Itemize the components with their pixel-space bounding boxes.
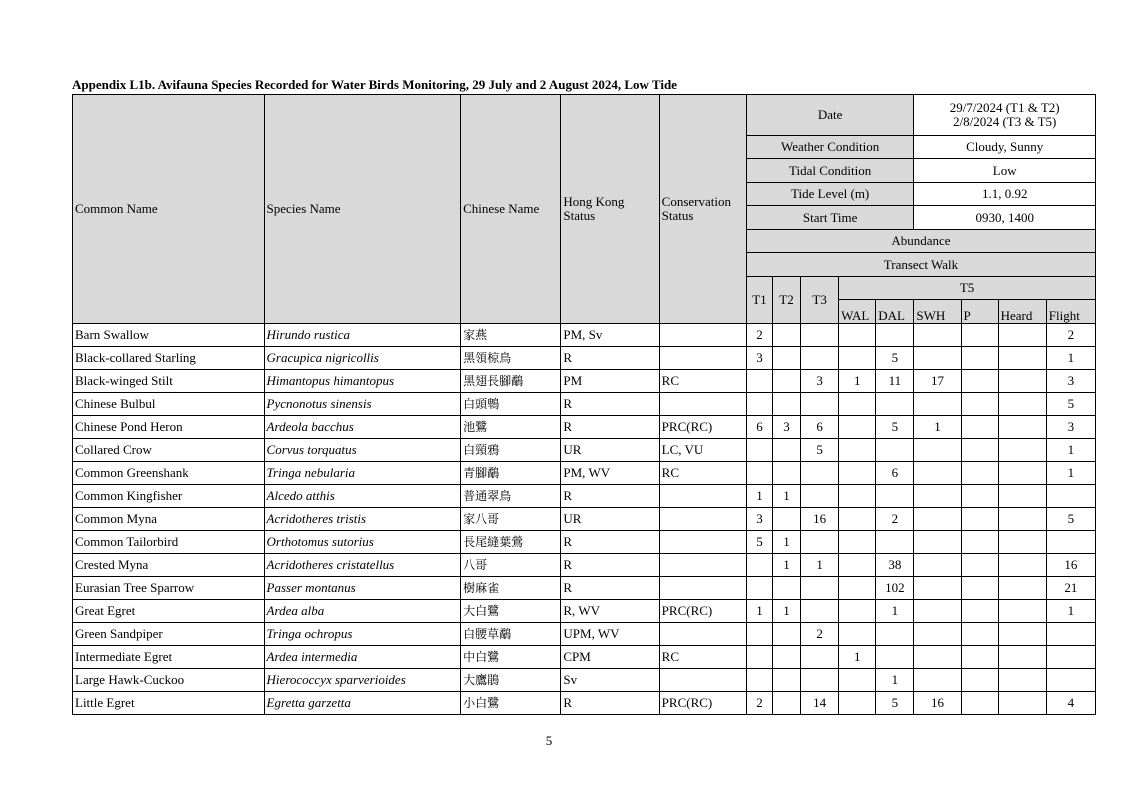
wal-count-cell [839, 393, 876, 416]
swh-count-cell [914, 462, 961, 485]
species-name-cell: Hierococcyx sparverioides [264, 669, 461, 692]
swh-count-cell [914, 531, 961, 554]
t2-count-cell: 1 [772, 485, 800, 508]
wal-count-cell [839, 347, 876, 370]
swh-count-cell [914, 669, 961, 692]
wal-count-cell [839, 324, 876, 347]
wal-count-cell [839, 462, 876, 485]
common-name-cell: Crested Myna [73, 554, 265, 577]
dal-count-cell: 5 [876, 347, 914, 370]
hk-status-cell: CPM [561, 646, 659, 669]
transect-walk-header: Transect Walk [746, 253, 1095, 277]
flight-count-cell [1046, 646, 1095, 669]
t2-count-cell [772, 370, 800, 393]
table-row [73, 623, 1096, 646]
header-heard: Heard [998, 300, 1046, 324]
chinese-name-cell: 池鷺 [461, 416, 561, 439]
species-name-cell: Acridotheres tristis [264, 508, 461, 531]
wal-count-cell: 1 [839, 370, 876, 393]
t2-count-cell: 1 [772, 554, 800, 577]
hk-status-cell: UR [561, 439, 659, 462]
t1-count-cell [746, 669, 772, 692]
t1-count-cell [746, 370, 772, 393]
chinese-name-cell: 白腰草鷸 [461, 623, 561, 646]
t2-count-cell [772, 462, 800, 485]
chinese-name-cell: 大鷹鵑 [461, 669, 561, 692]
dal-count-cell [876, 531, 914, 554]
weather-value: Cloudy, Sunny [914, 136, 1096, 159]
wal-count-cell [839, 485, 876, 508]
common-name-cell: Large Hawk-Cuckoo [73, 669, 265, 692]
chinese-name-cell: 家八哥 [461, 508, 561, 531]
t3-count-cell [801, 531, 839, 554]
conservation-status-cell [659, 554, 746, 577]
swh-count-cell: 1 [914, 416, 961, 439]
header-t2: T2 [772, 277, 800, 324]
p-count-cell [961, 485, 998, 508]
flight-count-cell: 5 [1046, 393, 1095, 416]
common-name-cell: Common Greenshank [73, 462, 265, 485]
hk-status-cell: R [561, 577, 659, 600]
p-count-cell [961, 531, 998, 554]
swh-count-cell [914, 439, 961, 462]
chinese-name-cell: 長尾縫葉鶯 [461, 531, 561, 554]
dal-count-cell: 1 [876, 669, 914, 692]
abundance-header: Abundance [746, 230, 1095, 253]
table-row [73, 439, 1096, 462]
t3-count-cell [801, 347, 839, 370]
t2-count-cell: 1 [772, 600, 800, 623]
dal-count-cell: 2 [876, 508, 914, 531]
conservation-status-cell: PRC(RC) [659, 692, 746, 715]
dal-count-cell: 5 [876, 692, 914, 715]
p-count-cell [961, 577, 998, 600]
dal-count-cell: 102 [876, 577, 914, 600]
t2-count-cell [772, 439, 800, 462]
hk-status-cell: R [561, 485, 659, 508]
hk-status-cell: UR [561, 508, 659, 531]
page-number: 5 [545, 733, 553, 748]
chinese-name-cell: 小白鷺 [461, 692, 561, 715]
table-row [73, 554, 1096, 577]
hk-status-cell: R, WV [561, 600, 659, 623]
flight-count-cell: 16 [1046, 554, 1095, 577]
heard-count-cell [998, 416, 1046, 439]
species-name-cell: Ardeola bacchus [264, 416, 461, 439]
dal-count-cell: 5 [876, 416, 914, 439]
table-row [73, 508, 1096, 531]
conservation-status-cell [659, 531, 746, 554]
date-value [914, 95, 1096, 136]
p-count-cell [961, 347, 998, 370]
table-row [73, 324, 1096, 347]
heard-count-cell [998, 531, 1046, 554]
conservation-status-cell [659, 623, 746, 646]
t1-count-cell: 3 [746, 508, 772, 531]
conservation-status-cell: LC, VU [659, 439, 746, 462]
heard-count-cell [998, 485, 1046, 508]
wal-count-cell [839, 623, 876, 646]
common-name-cell: Little Egret [73, 692, 265, 715]
table-row [73, 347, 1096, 370]
start-time-label: Start Time [746, 206, 913, 230]
chinese-name-cell: 黑翅長腳鷸 [461, 370, 561, 393]
flight-count-cell: 3 [1046, 416, 1095, 439]
conservation-status-cell: PRC(RC) [659, 600, 746, 623]
swh-count-cell [914, 508, 961, 531]
dal-count-cell: 1 [876, 600, 914, 623]
header-p: P [961, 300, 998, 324]
t1-count-cell: 5 [746, 531, 772, 554]
common-name-cell: Chinese Pond Heron [73, 416, 265, 439]
t2-count-cell: 3 [772, 416, 800, 439]
weather-label: Weather Condition [746, 136, 913, 159]
t3-count-cell [801, 669, 839, 692]
swh-count-cell: 17 [914, 370, 961, 393]
conservation-status-cell [659, 669, 746, 692]
t2-count-cell [772, 669, 800, 692]
conservation-status-cell: RC [659, 370, 746, 393]
swh-count-cell: 16 [914, 692, 961, 715]
common-name-cell: Common Tailorbird [73, 531, 265, 554]
chinese-name-cell: 樹麻雀 [461, 577, 561, 600]
t1-count-cell: 2 [746, 692, 772, 715]
p-count-cell [961, 600, 998, 623]
wal-count-cell: 1 [839, 646, 876, 669]
dal-count-cell: 6 [876, 462, 914, 485]
chinese-name-cell: 黑領椋鳥 [461, 347, 561, 370]
species-name-cell: Acridotheres cristatellus [264, 554, 461, 577]
heard-count-cell [998, 347, 1046, 370]
header-hk-status: Hong Kong Status [561, 95, 659, 324]
flight-count-cell [1046, 485, 1095, 508]
t1-count-cell: 6 [746, 416, 772, 439]
flight-count-cell: 1 [1046, 347, 1095, 370]
wal-count-cell [839, 577, 876, 600]
common-name-cell: Black-winged Stilt [73, 370, 265, 393]
tide-level-value: 1.1, 0.92 [914, 183, 1096, 206]
header-chinese-name: Chinese Name [461, 95, 561, 324]
t2-count-cell [772, 508, 800, 531]
table-row [73, 669, 1096, 692]
t2-count-cell [772, 623, 800, 646]
species-name-cell: Egretta garzetta [264, 692, 461, 715]
p-count-cell [961, 370, 998, 393]
heard-count-cell [998, 324, 1046, 347]
flight-count-cell: 2 [1046, 324, 1095, 347]
conservation-status-cell [659, 347, 746, 370]
conservation-status-cell [659, 508, 746, 531]
table-row [73, 646, 1096, 669]
wal-count-cell [839, 531, 876, 554]
t1-count-cell [746, 462, 772, 485]
table-row [73, 462, 1096, 485]
dal-count-cell [876, 623, 914, 646]
t3-count-cell [801, 462, 839, 485]
swh-count-cell [914, 324, 961, 347]
swh-count-cell [914, 577, 961, 600]
header-flight: Flight [1046, 300, 1095, 324]
species-name-cell: Alcedo atthis [264, 485, 461, 508]
chinese-name-cell: 白頸鴉 [461, 439, 561, 462]
swh-count-cell [914, 485, 961, 508]
species-name-cell: Hirundo rustica [264, 324, 461, 347]
t3-count-cell [801, 646, 839, 669]
hk-status-cell: PM, WV [561, 462, 659, 485]
chinese-name-cell: 大白鷺 [461, 600, 561, 623]
table-row [73, 393, 1096, 416]
common-name-cell: Eurasian Tree Sparrow [73, 577, 265, 600]
t2-count-cell [772, 347, 800, 370]
header-dal: DAL [876, 300, 914, 324]
t2-count-cell [772, 646, 800, 669]
hk-status-cell: R [561, 393, 659, 416]
t3-count-cell: 5 [801, 439, 839, 462]
header-t1: T1 [746, 277, 772, 324]
t1-count-cell [746, 554, 772, 577]
table-row [73, 600, 1096, 623]
hk-status-cell: PM, Sv [561, 324, 659, 347]
p-count-cell [961, 393, 998, 416]
dal-count-cell [876, 485, 914, 508]
t2-count-cell [772, 692, 800, 715]
heard-count-cell [998, 669, 1046, 692]
heard-count-cell [998, 462, 1046, 485]
hk-status-cell: R [561, 531, 659, 554]
species-name-cell: Ardea intermedia [264, 646, 461, 669]
common-name-cell: Great Egret [73, 600, 265, 623]
t3-count-cell: 3 [801, 370, 839, 393]
page-title: Appendix L1b. Avifauna Species Recorded for Water Birds Monitoring, 29 July and 2 August 2024, Low Tide [72, 77, 677, 92]
table-row [73, 485, 1096, 508]
t3-count-cell [801, 393, 839, 416]
table-row [73, 416, 1096, 439]
species-name-cell: Himantopus himantopus [264, 370, 461, 393]
dal-count-cell: 11 [876, 370, 914, 393]
chinese-name-cell: 青腳鷸 [461, 462, 561, 485]
heard-count-cell [998, 600, 1046, 623]
heard-count-cell [998, 554, 1046, 577]
swh-count-cell [914, 347, 961, 370]
heard-count-cell [998, 623, 1046, 646]
heard-count-cell [998, 646, 1046, 669]
common-name-cell: Barn Swallow [73, 324, 265, 347]
dal-count-cell [876, 646, 914, 669]
t2-count-cell [772, 577, 800, 600]
p-count-cell [961, 692, 998, 715]
common-name-cell: Common Myna [73, 508, 265, 531]
chinese-name-cell: 家燕 [461, 324, 561, 347]
flight-count-cell: 3 [1046, 370, 1095, 393]
swh-count-cell [914, 393, 961, 416]
wal-count-cell [839, 554, 876, 577]
t1-count-cell: 1 [746, 485, 772, 508]
common-name-cell: Collared Crow [73, 439, 265, 462]
conservation-status-cell: RC [659, 646, 746, 669]
t3-count-cell: 2 [801, 623, 839, 646]
conservation-status-cell [659, 324, 746, 347]
flight-count-cell: 21 [1046, 577, 1095, 600]
t3-count-cell [801, 577, 839, 600]
date-value-line-2: 2/8/2024 (T3 & T5) [953, 114, 1057, 129]
chinese-name-cell: 八哥 [461, 554, 561, 577]
header-wal: WAL [839, 300, 876, 324]
p-count-cell [961, 324, 998, 347]
common-name-cell: Intermediate Egret [73, 646, 265, 669]
table-row [73, 692, 1096, 715]
t3-count-cell [801, 324, 839, 347]
wal-count-cell [839, 669, 876, 692]
hk-status-cell: UPM, WV [561, 623, 659, 646]
conservation-status-cell: PRC(RC) [659, 416, 746, 439]
start-time-value: 0930, 1400 [914, 206, 1096, 230]
table-row [73, 577, 1096, 600]
common-name-cell: Green Sandpiper [73, 623, 265, 646]
t1-count-cell [746, 646, 772, 669]
chinese-name-cell: 普通翠鳥 [461, 485, 561, 508]
swh-count-cell [914, 554, 961, 577]
common-name-cell: Black-collared Starling [73, 347, 265, 370]
species-name-cell: Orthotomus sutorius [264, 531, 461, 554]
p-count-cell [961, 462, 998, 485]
p-count-cell [961, 416, 998, 439]
conservation-status-cell [659, 393, 746, 416]
dal-count-cell: 38 [876, 554, 914, 577]
wal-count-cell [839, 416, 876, 439]
t1-count-cell: 1 [746, 600, 772, 623]
hk-status-cell: R [561, 347, 659, 370]
wal-count-cell [839, 508, 876, 531]
wal-count-cell [839, 600, 876, 623]
common-name-cell: Common Kingfisher [73, 485, 265, 508]
t2-count-cell [772, 393, 800, 416]
t1-count-cell [746, 439, 772, 462]
species-name-cell: Passer montanus [264, 577, 461, 600]
p-count-cell [961, 508, 998, 531]
p-count-cell [961, 669, 998, 692]
heard-count-cell [998, 577, 1046, 600]
heard-count-cell [998, 393, 1046, 416]
tidal-label: Tidal Condition [746, 159, 913, 183]
date-label: Date [746, 95, 913, 136]
swh-count-cell [914, 646, 961, 669]
flight-count-cell: 1 [1046, 600, 1095, 623]
header-species-name: Species Name [264, 95, 461, 324]
hk-status-cell: R [561, 416, 659, 439]
t2-count-cell: 1 [772, 531, 800, 554]
table-body [73, 324, 1096, 715]
hk-status-cell: R [561, 554, 659, 577]
heard-count-cell [998, 508, 1046, 531]
wal-count-cell [839, 439, 876, 462]
t2-count-cell [772, 324, 800, 347]
species-table [72, 94, 1096, 715]
t3-count-cell [801, 485, 839, 508]
common-name-cell: Chinese Bulbul [73, 393, 265, 416]
dal-count-cell [876, 324, 914, 347]
chinese-name-cell: 中白鷺 [461, 646, 561, 669]
t3-count-cell: 1 [801, 554, 839, 577]
conservation-status-cell [659, 577, 746, 600]
header-t3: T3 [801, 277, 839, 324]
flight-count-cell [1046, 669, 1095, 692]
species-name-cell: Ardea alba [264, 600, 461, 623]
flight-count-cell: 5 [1046, 508, 1095, 531]
p-count-cell [961, 646, 998, 669]
species-name-cell: Corvus torquatus [264, 439, 461, 462]
t3-count-cell [801, 600, 839, 623]
conservation-status-cell [659, 485, 746, 508]
hk-status-cell: R [561, 692, 659, 715]
heard-count-cell [998, 370, 1046, 393]
swh-count-cell [914, 623, 961, 646]
p-count-cell [961, 554, 998, 577]
flight-count-cell: 1 [1046, 462, 1095, 485]
conservation-status-cell: RC [659, 462, 746, 485]
species-name-cell: Tringa ochropus [264, 623, 461, 646]
t1-count-cell [746, 393, 772, 416]
p-count-cell [961, 623, 998, 646]
dal-count-cell [876, 393, 914, 416]
t1-count-cell: 3 [746, 347, 772, 370]
t1-count-cell [746, 577, 772, 600]
t3-count-cell: 16 [801, 508, 839, 531]
species-name-cell: Pycnonotus sinensis [264, 393, 461, 416]
header-conservation-status: Conservation Status [659, 95, 746, 324]
dal-count-cell [876, 439, 914, 462]
flight-count-cell [1046, 531, 1095, 554]
table-row [73, 531, 1096, 554]
flight-count-cell [1046, 623, 1095, 646]
species-name-cell: Tringa nebularia [264, 462, 461, 485]
wal-count-cell [839, 692, 876, 715]
hk-status-cell: PM [561, 370, 659, 393]
species-name-cell: Gracupica nigricollis [264, 347, 461, 370]
t1-count-cell: 2 [746, 324, 772, 347]
t3-count-cell: 14 [801, 692, 839, 715]
heard-count-cell [998, 439, 1046, 462]
chinese-name-cell: 白頭鵯 [461, 393, 561, 416]
table-header [73, 95, 1096, 324]
header-common-name: Common Name [73, 95, 265, 324]
header-t5: T5 [839, 277, 1096, 300]
table-row [73, 370, 1096, 393]
flight-count-cell: 1 [1046, 439, 1095, 462]
flight-count-cell: 4 [1046, 692, 1095, 715]
header-swh: SWH [914, 300, 961, 324]
t1-count-cell [746, 623, 772, 646]
hk-status-cell: Sv [561, 669, 659, 692]
swh-count-cell [914, 600, 961, 623]
tidal-value: Low [914, 159, 1096, 183]
date-value-line-1: 29/7/2024 (T1 & T2) [949, 100, 1060, 115]
p-count-cell [961, 439, 998, 462]
heard-count-cell [998, 692, 1046, 715]
tide-level-label: Tide Level (m) [746, 183, 913, 206]
t3-count-cell: 6 [801, 416, 839, 439]
